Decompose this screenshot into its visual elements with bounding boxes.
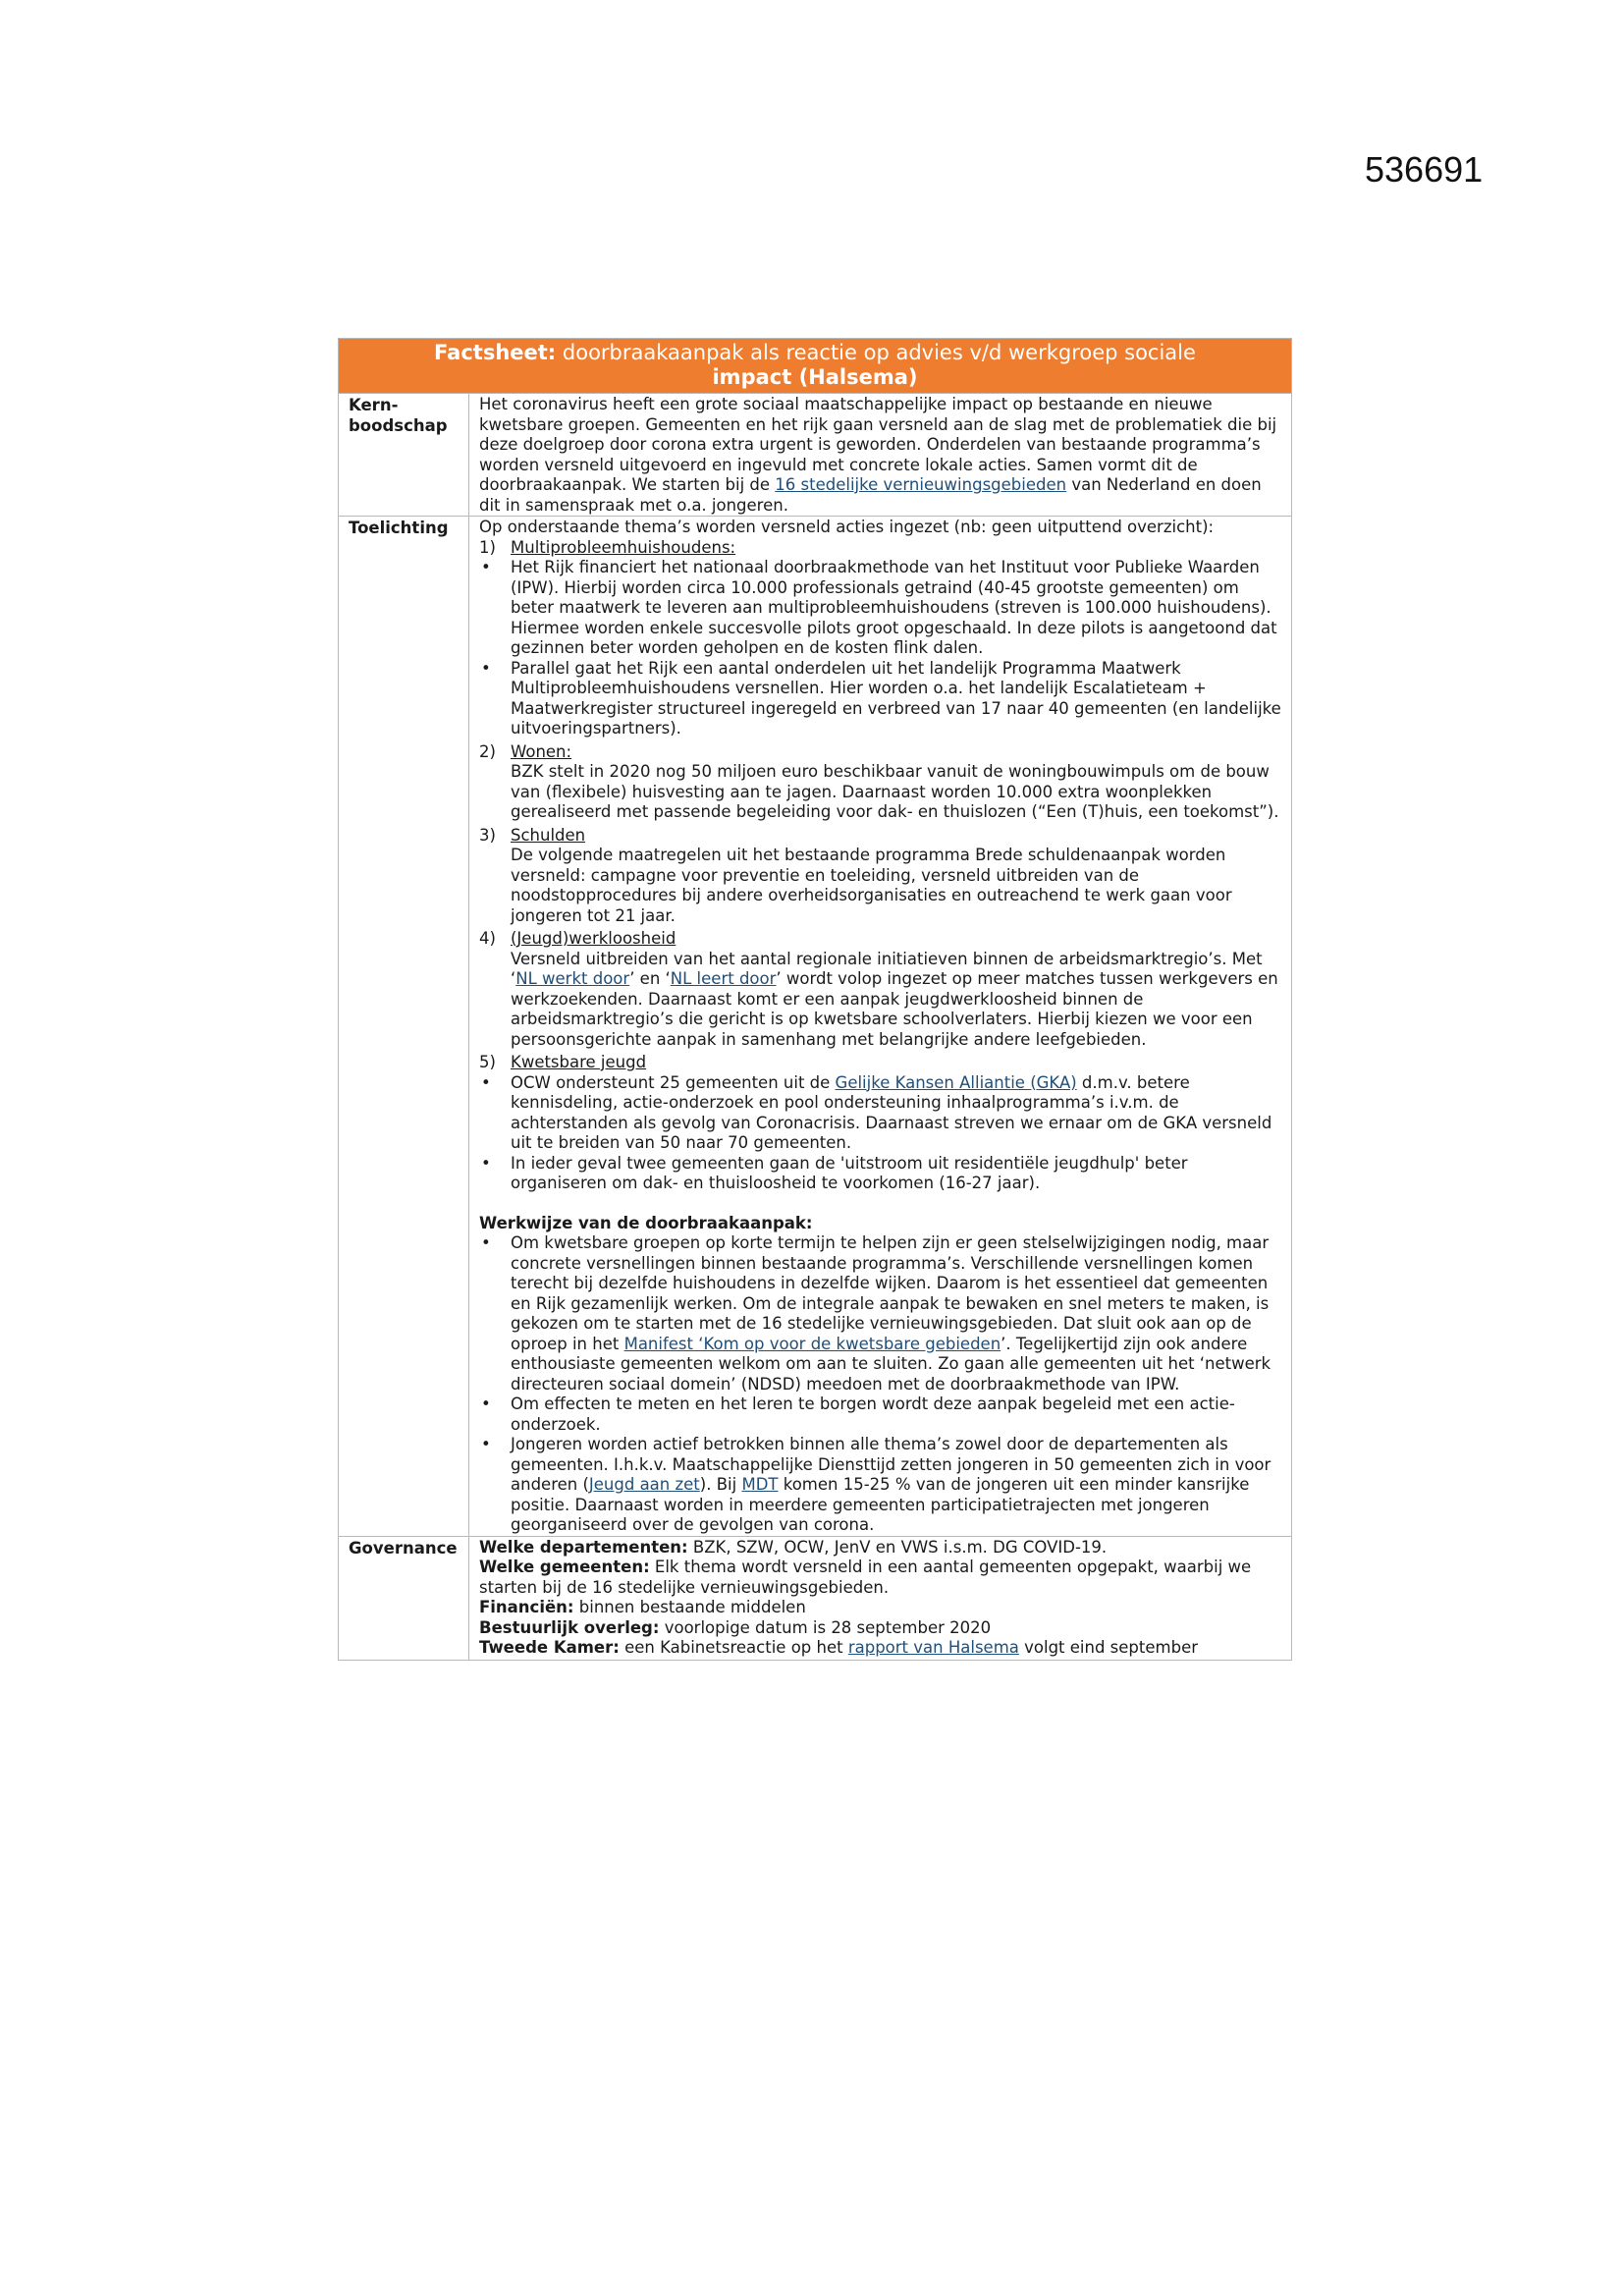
content-kernboodschap (469, 394, 1291, 516)
link-nl-werkt-door[interactable]: NL werkt door (515, 969, 630, 988)
theme-text (479, 950, 1283, 1051)
theme-number: 4) (479, 929, 496, 948)
bullet-text-part: komen 15-25 % van de jongeren uit een minder kansrijke positie. Daarnaast worden in meerdere gemeenten participatietrajecten met jongeren georganiseerd over de gevolgen van corona. (511, 1475, 1250, 1534)
bullet-icon: • (481, 1153, 491, 1173)
document-id: 536691 (1365, 149, 1484, 190)
theme-title: Multiprobleemhuishoudens: (511, 537, 736, 557)
theme-number: 2) (479, 741, 496, 761)
list-item (479, 1435, 1283, 1536)
gov-field-value: volgt eind september (1018, 1638, 1199, 1657)
label-governance: Governance (339, 1537, 469, 1660)
bullet-icon: • (481, 1072, 491, 1092)
kern-text-after: van Nederland en doen dit in samenspraak met o.a. jongeren. (479, 475, 1262, 515)
bullet-icon: • (481, 658, 491, 678)
bullet-icon: • (481, 1233, 491, 1252)
bullet-text: Parallel gaat het Rijk een aantal onderdelen uit het landelijk Programma Maatwerk Multiprobleemhuishoudens versnellen. Hier worden o.a. het landelijk Escalatieteam + Maatwerkregister structureel ingeregeld en verbreed van 17 naar 40 gemeenten (en landelijke uitvoeringspartners). (511, 658, 1281, 738)
gov-field-value: Elk thema wordt versneld in een aantal gemeenten opgepakt, waarbij we starten bij de 16 stedelijke vernieuwingsgebieden. (479, 1558, 1252, 1597)
bullet-icon: • (481, 1435, 491, 1453)
bullet-text: Het Rijk financiert het nationaal doorbraakmethode van het Instituut voor Publieke Waarden (IPW). Hierbij worden circa 10.000 professionals getraind (40-45 grootste gemeenten) om beter maatwerk te leveren aan multiprobleemhuishoudens (streven is 100.000 huishoudens). Hiermee worden enkele succesvolle pilots groot opgeschaald. In deze pilots is aangetoond dat gezinnen beter worden geholpen en de kosten flink dalen. (511, 558, 1277, 657)
theme-title: (Jeugd)werkloosheid (511, 929, 676, 948)
link-mdt[interactable]: MDT (741, 1475, 779, 1494)
label-kernboodschap: Kern- boodschap (339, 394, 469, 516)
content-toelichting (469, 517, 1291, 1536)
link-nl-leert-door[interactable]: NL leert door (670, 969, 777, 988)
gov-tweede-kamer (479, 1638, 1283, 1659)
link-stedelijke-vernieuwingsgebieden[interactable]: 16 stedelijke vernieuwingsgebieden (775, 475, 1067, 494)
gov-field-label: Tweede Kamer: (479, 1638, 620, 1657)
list-item (479, 1394, 1283, 1435)
link-jeugd-aan-zet[interactable]: Jeugd aan zet (588, 1475, 700, 1494)
list-item (479, 558, 1283, 659)
gov-field-value: BZK, SZW, OCW, JenV en VWS i.s.m. DG COVID-19. (687, 1537, 1108, 1557)
link-manifest[interactable]: Manifest ‘Kom op voor de kwetsbare gebieden (623, 1334, 1001, 1353)
werkwijze-heading (479, 1214, 1283, 1234)
bullet-text (511, 1233, 1283, 1394)
theme-3 (479, 826, 1283, 847)
list-item (479, 1073, 1283, 1154)
gov-field-label: Welke gemeenten: (479, 1558, 650, 1576)
bullet-text-part: Jongeren worden actief betrokken binnen alle thema’s zowel door de departementen als gemeenten. I.h.k.v. Maatschappelijke Diensttijd zetten jongeren in 50 gemeenten zich in voor anderen ( (511, 1435, 1271, 1494)
theme-number: 1) (479, 537, 496, 557)
banner-title-line2: impact (Halsema) (712, 365, 918, 389)
bullet-text (511, 1073, 1283, 1154)
bullet-text-part: ’. Tegelijkertijd zijn ook andere enthousiaste gemeenten welkom om aan te sluiten. Zo gaan alle gemeenten uit het ‘netwerk directeuren sociaal domein’ (NDSD) meedoen met de doorbraakmethode van IPW. (511, 1334, 1271, 1394)
theme-text-part: ’ en ‘ (629, 969, 671, 988)
bullet-text-part: d.m.v. betere kennisdeling, actie-onderzoek en pool ondersteuning inhaalprogramma’s i.v.m. de achterstanden als gevolg van Coronacrisis. Daarnaast streven we ernaar om de GKA versneld uit te breiden van 50 naar 70 gemeenten. (511, 1072, 1272, 1152)
theme-4 (479, 929, 1283, 950)
theme-text: BZK stelt in 2020 nog 50 miljoen euro beschikbaar vanuit de woningbouwimpuls om de bouw van (flexibele) huisvesting aan te jagen. Daarnaast worden 10.000 extra woonplekken gerealiseerd met passende begeleiding voor dak- en thuislozen (“Een (T)huis, een toekomst”). (511, 762, 1279, 821)
row-governance (339, 1536, 1291, 1660)
gov-departementen (479, 1538, 1283, 1558)
theme-number: 3) (479, 825, 496, 845)
banner-lead: Factsheet: (434, 341, 557, 364)
theme-text-part: ’ wordt volop ingezet op meer matches tussen werkgevers en werkzoekenden. Daarnaast komt er een aanpak jeugdwerkloosheid binnen de arbeidsmarktregio’s die gericht is op kwetsbare schoolverlaters. Hierbij kiezen we voor een persoonsgerichte aanpak in samenhang met belangrijke andere leefgebieden. (511, 969, 1278, 1049)
theme-title: Wonen: (511, 741, 572, 761)
bullet-text: Om effecten te meten en het leren te borgen wordt deze aanpak begeleid met een actie-onderzoek. (511, 1394, 1235, 1434)
link-gelijke-kansen-alliantie[interactable]: Gelijke Kansen Alliantie (GKA) (835, 1072, 1077, 1092)
bullet-text-part: OCW ondersteunt 25 gemeenten uit de (511, 1072, 836, 1092)
bullet-text-part: Om kwetsbare groepen op korte termijn te helpen zijn er geen stelselwijzigingen nodig, maar concrete versnellingen binnen bestaande programma’s. Verschillende versnellingen komen terecht bij dezelfde huishoudens in dezelfde wijken. Daarom is het essentieel dat gemeenten en Rijk gezamenlijk werken. Om de integrale aanpak te bewaken en snel meters te maken, is gekozen om te starten met de 16 stedelijke vernieuwingsgebieden. Dat sluit ook aan op de oproep in het (511, 1233, 1270, 1353)
theme-text: De volgende maatregelen uit het bestaande programma Brede schuldenaanpak worden versneld: campagne voor preventie en toeleiding, versneld uitbreiden van de noodstopprocedures bij andere overheidsorganisaties en outreachend te werk gaan voor jongeren tot 21 jaar. (511, 846, 1232, 925)
factsheet-banner (339, 339, 1291, 393)
list-item (479, 1154, 1283, 1194)
bullet-icon: • (481, 558, 491, 576)
gov-field-label: Welke departementen: (479, 1537, 688, 1557)
kern-text-before: Het coronavirus heeft een grote sociaal maatschappelijke impact op bestaande en nieuwe kwetsbare groepen. Gemeenten en het rijk gaan versneld aan de slag met de problematiek die bij deze doelgroep door corona extra urgent is geworden. Onderdelen van bestaande programma’s worden versneld uitgevoerd en ingevuld met concrete lokale acties. Samen vormt dit de doorbraakaanpak. We starten bij de (479, 395, 1277, 494)
theme-title: Kwetsbare jeugd (511, 1053, 647, 1071)
theme-number: 5) (479, 1053, 496, 1071)
theme-5 (479, 1053, 1283, 1073)
gov-bestuurlijk-overleg (479, 1618, 1283, 1639)
row-kernboodschap (339, 393, 1291, 516)
theme-text-part: Versneld uitbreiden van het aantal regionale initiatieven binnen de arbeidsmarktregio’s. Met ‘ (511, 949, 1263, 988)
gov-gemeenten (479, 1558, 1283, 1598)
gov-field-label: Bestuurlijk overleg: (479, 1617, 660, 1637)
gov-field-label: Financiën: (479, 1598, 574, 1616)
gov-financien (479, 1598, 1283, 1618)
list-item (479, 1233, 1283, 1394)
content-governance (469, 1537, 1291, 1660)
banner-title: doorbraakaanpak als reactie op advies v/d werkgroep sociale (562, 341, 1196, 364)
theme-1 (479, 538, 1283, 559)
row-toelichting (339, 516, 1291, 1536)
werkwijze-heading-text: Werkwijze van de doorbraakaanpak: (479, 1213, 813, 1232)
gov-field-value: voorlopige datum is 28 september 2020 (659, 1617, 992, 1637)
bullet-text (511, 1435, 1283, 1536)
factsheet-table (338, 338, 1292, 1661)
bullet-text-part: ). Bij (699, 1475, 742, 1494)
gov-field-value: binnen bestaande middelen (573, 1598, 806, 1616)
theme-2 (479, 742, 1283, 763)
bullet-text: In ieder geval twee gemeenten gaan de 'uitstroom uit residentiële jeugdhulp' beter organiseren om dak- en thuisloosheid te voorkomen (16-27 jaar). (511, 1153, 1188, 1192)
gov-field-value: een Kabinetsreactie op het (619, 1638, 848, 1657)
theme-title: Schulden (511, 825, 586, 845)
bullet-icon: • (481, 1394, 491, 1413)
link-rapport-halsema[interactable]: rapport van Halsema (847, 1638, 1019, 1657)
list-item (479, 659, 1283, 739)
label-toelichting: Toelichting (339, 517, 469, 1536)
toelichting-intro: Op onderstaande thema’s worden versneld acties ingezet (nb: geen uitputtend overzicht): (479, 518, 1215, 536)
